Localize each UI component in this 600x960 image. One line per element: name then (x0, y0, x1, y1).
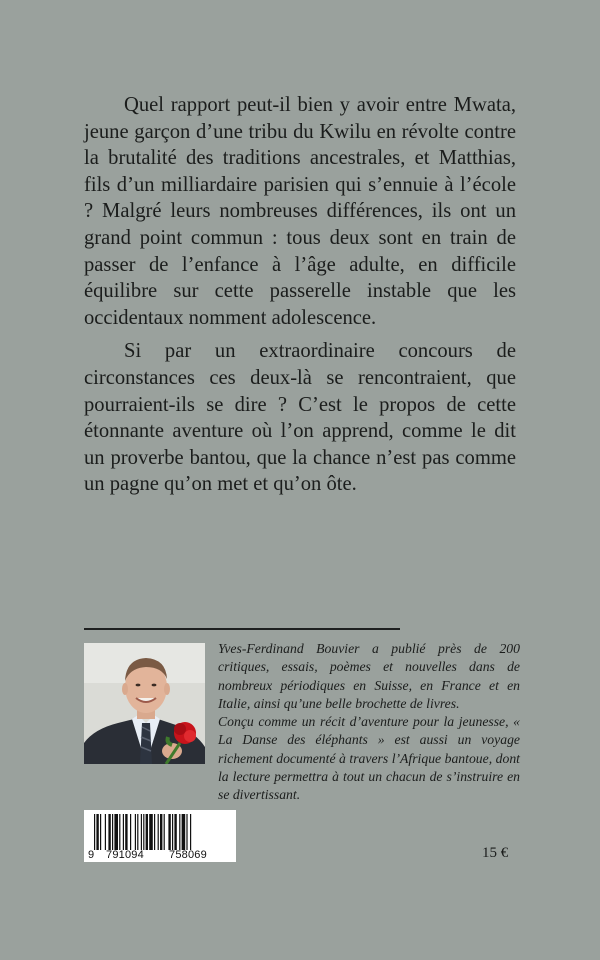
price-label: 15 € (482, 845, 509, 861)
barcode-bars (94, 814, 230, 850)
author-bio (218, 640, 520, 805)
section-divider (84, 628, 400, 630)
back-cover-summary (84, 92, 516, 505)
author-bio-paragraph-2: Conçu comme un récit d’aventure pour la jeunesse, « La Danse des éléphants » est aussi un voyage richement documenté à travers l’Afrique bantoue, dont la lecture permettra à tout un chacun de s’instruire en se divertissant. (218, 714, 520, 803)
author-bio-paragraph-1: Yves-Ferdinand Bouvier a publié près de 200 critiques, essais, poèmes et nouvelles dans de nombreux périodiques en Suisse, en France et en Italie, ainsi qu’une belle brochette de livres. (218, 641, 520, 711)
summary-paragraph-1: Quel rapport peut-il bien y avoir entre Mwata, jeune garçon d’une tribu du Kwilu en révolte contre la brutalité des traditions ancestrales, et Matthias, fils d’un milliardaire parisien qui s’ennuie à l’école ? Malgré leurs nombreuses différences, ils ont un grand point commun : tous deux sont en train de passer de l’enfance à l’âge adulte, en difficile équilibre sur cette passerelle instable que les occidentaux nomment adolescence. (84, 94, 516, 329)
isbn-right-digits: 758069 (169, 849, 207, 861)
isbn-left-digits: 791094 (106, 849, 144, 861)
isbn-first-digit: 9 (88, 849, 95, 861)
author-photo (84, 643, 205, 764)
author-portrait-illustration (84, 643, 205, 764)
summary-paragraph-2: Si par un extraordinaire concours de circonstances ces deux-là se rencontraient, que pourraient-ils se dire ? C’est le propos de cette étonnante aventure où l’on apprend, comme le dit un proverbe bantou, que la chance n’est pas comme un pagne qu’on met et qu’on ôte. (84, 340, 516, 496)
isbn-barcode (84, 810, 236, 862)
